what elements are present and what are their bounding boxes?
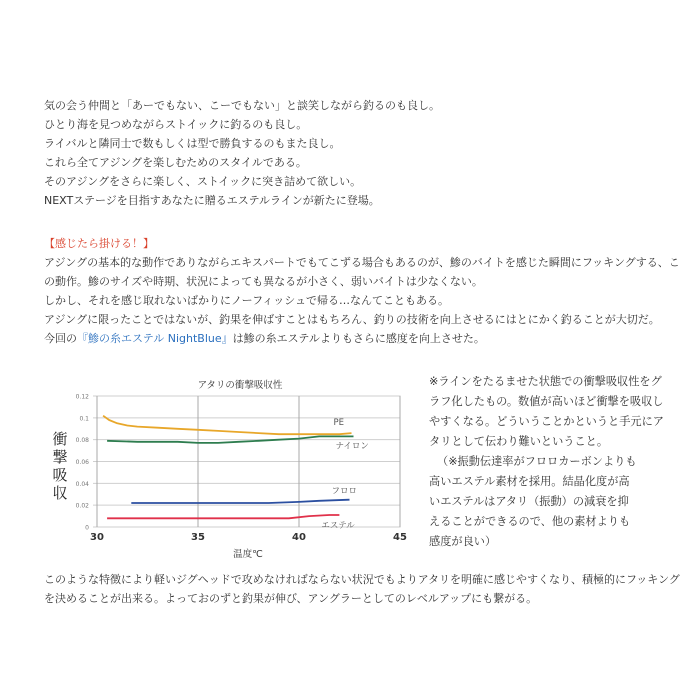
outro-paragraph <box>44 570 680 608</box>
y-tick-label: 0.02 <box>75 502 89 510</box>
outro-line: を決めることが出来る。よっておのずと釣果が伸び、アングラーとしてのレベルアップにも繋がる。 <box>44 592 538 605</box>
x-tick-label: 40 <box>292 532 306 543</box>
series-line-0 <box>103 416 351 435</box>
section-line: アジングに限ったことではないが、釣果を伸ばすことはもちろん、釣りの技術を向上させるにはとにかく釣ることが大切だ。 <box>44 313 660 326</box>
series-lines <box>103 416 353 519</box>
y-axis-label-char: 撃 <box>52 448 68 466</box>
feature-section <box>44 234 680 348</box>
series-line-3 <box>107 515 339 518</box>
note-line: ※ラインをたるませた状態での衝撃吸収性をグ <box>429 375 662 388</box>
chart-title: アタリの衝撃吸収性 <box>197 380 283 391</box>
section-heading: 【感じたら掛ける！】 <box>44 237 154 250</box>
series-label: PE <box>333 418 345 429</box>
y-tick-label: 0.04 <box>75 480 89 488</box>
series-label: ナイロン <box>335 441 369 452</box>
series-label: フロロ <box>331 486 358 497</box>
section-line: しかし、それを感じ取れないばかりにノーフィッシュで帰る…なんてこともある。 <box>44 294 450 307</box>
intro-line: NEXTステージを目指すあなたに贈るエステルラインが新たに登場。 <box>44 194 380 207</box>
note-line: いエステルはアタリ（振動）の減衰を抑 <box>429 495 629 508</box>
note-line: ラフ化したもの。数値が高いほど衝撃を吸収し <box>429 395 664 408</box>
outro-line: このような特徴により軽いジグヘッドで攻めなければならない状況でもよりアタリを明確に感じやすくなり、積極的にフッキング <box>44 573 680 586</box>
x-axis-label: 温度℃ <box>233 549 263 560</box>
y-ticks <box>76 394 90 532</box>
y-axis-label-char: 収 <box>52 484 68 502</box>
intro-line: そのアジングをさらに楽しく、ストイックに突き詰めて欲しい。 <box>44 175 362 188</box>
y-tick-label: 0.06 <box>75 459 89 466</box>
x-tick-label: 35 <box>191 532 205 543</box>
chart-note <box>429 372 664 552</box>
intro-line: 気の会う仲間と「あーでもない、こーでもない」と談笑しながら釣るのも良し。 <box>44 99 440 112</box>
intro-line: ライバルと隣同士で数もしくは型で勝負するのもまた良し。 <box>44 137 341 150</box>
intro-paragraph <box>44 96 440 210</box>
section-line-last <box>44 329 680 348</box>
y-tick-label: 0.1 <box>79 415 89 423</box>
y-tick-label: 0.12 <box>75 393 89 401</box>
note-line: （※振動伝達率がフロロカーボンよりも <box>437 455 637 468</box>
x-tick-label: 30 <box>90 532 104 543</box>
y-tick-label: 0 <box>85 524 89 532</box>
y-tick-label: 0.08 <box>75 437 89 445</box>
note-line: 高いエステル素材を採用。結晶化度が高 <box>429 475 630 488</box>
series-line-2 <box>131 500 349 503</box>
chart-grid <box>93 396 400 527</box>
x-ticks <box>90 532 407 543</box>
note-line: タリとして伝わり難いということ。 <box>429 435 609 448</box>
series-label: エステル <box>321 520 355 531</box>
last-line-prefix: 今回の <box>44 332 77 345</box>
y-axis-label-char: 吸 <box>52 466 68 484</box>
x-tick-label: 45 <box>393 532 407 543</box>
note-line: 感度が良い） <box>429 535 497 548</box>
note-line: やすくなる。どういうことかというと手元にア <box>429 415 664 428</box>
product-link[interactable]: 『鯵の糸エステル NightBlue』 <box>77 332 233 345</box>
section-line: アジングの基本的な動作でありながらエキスパートでもてこずる場合もあるのが、鯵のバイトを感じた瞬間にフッキングする、こ <box>44 256 680 269</box>
intro-line: これら全てアジングを楽しむためのスタイルである。 <box>44 156 307 169</box>
section-line: の動作。鯵のサイズや時期、状況によっても異なるが小さく、弱いバイトは少なくない。 <box>44 275 483 288</box>
last-line-suffix: は鯵の糸エステルよりもさらに感度を向上させた。 <box>232 332 485 345</box>
shock-absorption-chart <box>40 372 460 572</box>
intro-line: ひとり海を見つめながらストイックに釣るのも良し。 <box>44 118 308 131</box>
y-axis-label <box>52 430 67 502</box>
note-line: えることができるので、他の素材よりも <box>429 515 631 528</box>
y-axis-label-char: 衝 <box>52 430 68 448</box>
